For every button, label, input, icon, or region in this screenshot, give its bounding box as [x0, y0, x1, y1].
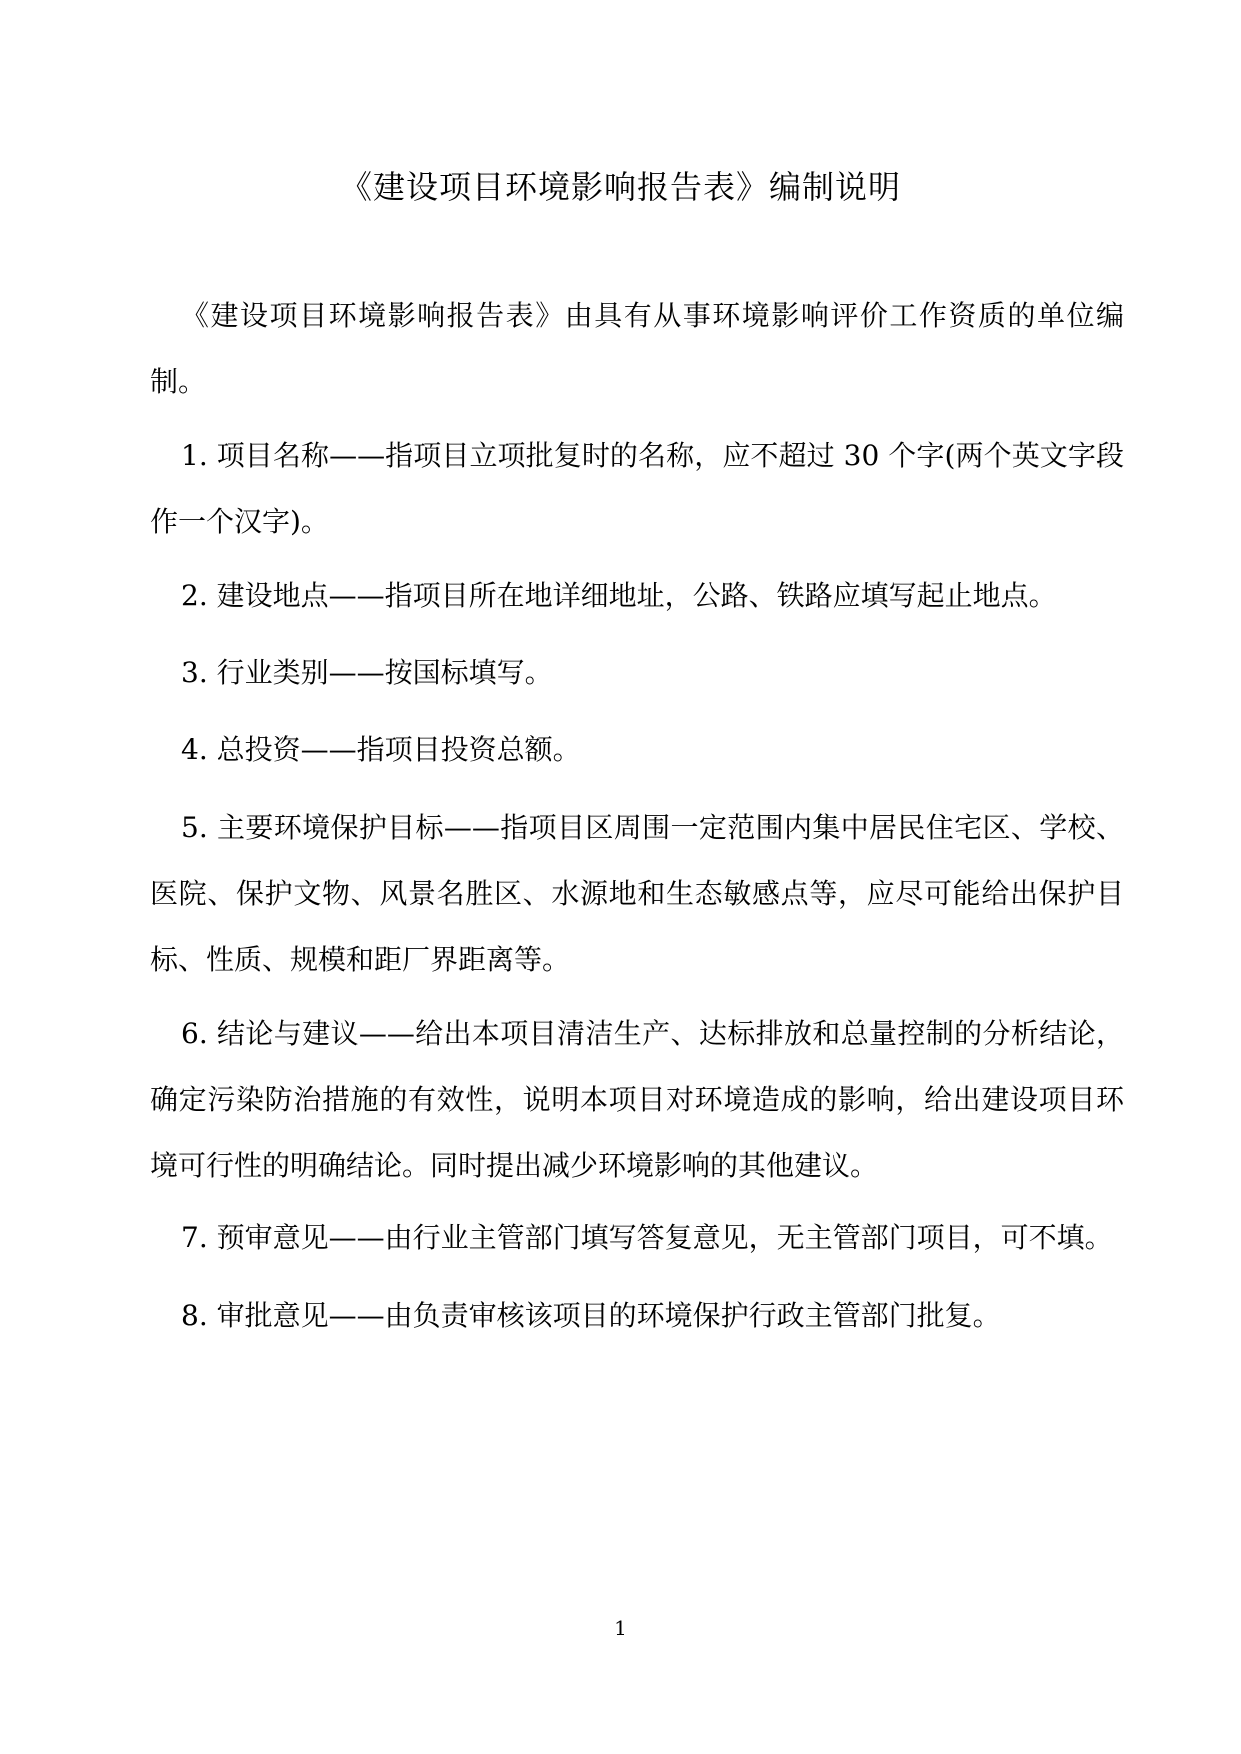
page-number: 1	[614, 1616, 627, 1640]
instruction-item-1: 1. 项目名称——指项目立项批复时的名称，应不超过 30 个字(两个英文字段作一个汉字)。	[150, 439, 1124, 538]
instruction-item-3: 3. 行业类别——按国标填写。	[181, 656, 553, 689]
instruction-item-4: 4. 总投资——指项目投资总额。	[181, 733, 581, 766]
document-title: 《建设项目环境影响报告表》编制说明	[339, 168, 901, 206]
instruction-item-8: 8. 审批意见——由负责审核该项目的环境保护行政主管部门批复。	[181, 1299, 1001, 1332]
intro-paragraph: 《建设项目环境影响报告表》由具有从事环境影响评价工作资质的单位编制。	[150, 299, 1124, 398]
instruction-item-7: 7. 预审意见——由行业主管部门填写答复意见，无主管部门项目，可不填。	[181, 1221, 1113, 1254]
instruction-item-5: 5. 主要环境保护目标——指项目区周围一定范围内集中居民住宅区、学校、医院、保护文物、风景名胜区、水源地和生态敏感点等，应尽可能给出保护目标、性质、规模和距厂界距离等。	[150, 811, 1124, 976]
instruction-item-2: 2. 建设地点——指项目所在地详细地址，公路、铁路应填写起止地点。	[181, 579, 1057, 612]
instruction-item-6: 6. 结论与建议——给出本项目清洁生产、达标排放和总量控制的分析结论，确定污染防治措施的有效性，说明本项目对环境造成的影响，给出建设项目环境可行性的明确结论。同时提出减少环境影响的其他建议。	[150, 1017, 1124, 1182]
